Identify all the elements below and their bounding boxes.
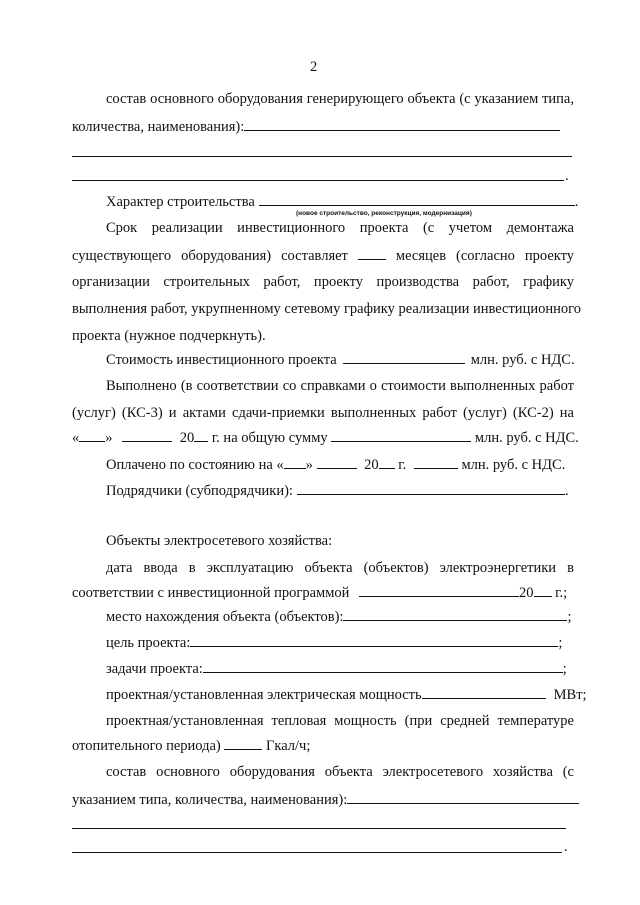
grid-equip-line1: состав основного оборудования объекта электросетевого хозяйства (с [106,764,574,780]
grid-goal-field[interactable] [190,633,558,647]
grid-heat-label: отопительного периода) [72,738,221,754]
paid-quote-close: » [305,457,313,473]
contractors-row [106,481,569,500]
grid-tasks-row [106,659,567,678]
grid-heading: Объекты электросетевого хозяйства: [106,533,333,549]
done-line1: Выполнено (в соответствии со справками о стоимости выполненных работ [106,378,574,394]
done-day-field[interactable] [79,428,105,442]
gen-equipment-field[interactable] [244,117,560,131]
grid-heat-field[interactable] [224,736,262,750]
done-quote-open: « [72,430,80,446]
grid-power-row [106,685,587,704]
grid-date-end: г.; [555,585,568,601]
grid-date-field[interactable] [359,583,519,597]
grid-power-unit: МВт; [553,687,587,703]
grid-tasks-semicolon: ; [562,661,567,677]
gen-equipment-line2 [72,117,560,136]
contractors-label: Подрядчики (субподрядчики): [106,483,293,499]
done-sum-field[interactable] [331,428,471,442]
grid-date-label: соответствии с инвестиционной программой [72,585,350,601]
construction-field[interactable] [259,192,575,206]
done-month-field[interactable] [122,428,172,442]
paid-month-field[interactable] [317,455,357,469]
cost-field[interactable] [343,350,465,364]
cost-row [106,350,575,369]
done-line3 [72,428,579,447]
grid-location-label: место нахождения объекта (объектов): [106,609,344,625]
done-unit: млн. руб. с НДС. [474,430,579,446]
paid-row [106,455,565,474]
done-sum-label: г. на общую сумму [211,430,328,446]
grid-date-year-field[interactable] [534,583,552,597]
grid-tasks-field[interactable] [203,659,563,673]
grid-location-field[interactable] [343,607,567,621]
gen-equipment-rule-1[interactable] [72,156,572,157]
grid-heat-unit: Гкал/ч; [266,738,311,754]
paid-sum-field[interactable] [414,455,458,469]
paid-year-prefix: 20 [364,457,379,473]
term-line4: выполнения работ, укрупненному сетевому графику реализации инвестиционного [72,301,581,317]
paid-label: Оплачено по состоянию на « [106,457,284,473]
gen-equipment-line1: состав основного оборудования генерирующего объекта (с указанием типа, [106,91,574,107]
construction-hint: (новое строительство, реконструкция, модернизация) [296,210,472,217]
construction-row [106,192,578,211]
grid-heat-line2 [72,736,310,755]
contractors-field[interactable] [297,481,565,495]
grid-goal-semicolon: ; [558,635,563,651]
construction-period: . [574,194,579,210]
grid-goal-row [106,633,562,652]
grid-date-year: 20 [519,585,534,601]
done-year-field[interactable] [194,428,208,442]
page-number: 2 [310,59,318,75]
gen-equipment-period: . [565,168,569,184]
grid-location-row [106,607,572,626]
term-line2-b: месяцев (согласно проекту [395,248,575,264]
grid-equip-rule-2[interactable] [72,852,562,853]
grid-power-label: проектная/установленная электрическая мощность [106,687,422,703]
grid-equip-period: . [564,839,568,855]
grid-heat-line1: проектная/установленная тепловая мощность (при средней температуре [106,713,574,729]
paid-day-field[interactable] [284,455,306,469]
grid-equip-rule-1[interactable] [72,828,566,829]
grid-equip-line2 [72,790,579,809]
term-line2 [72,246,574,265]
grid-equip-field[interactable] [347,790,579,804]
contractors-period: . [564,483,569,499]
term-months-field[interactable] [358,246,386,260]
grid-equip-label: указанием типа, количества, наименования): [72,792,348,808]
paid-year-suffix: г. [398,457,407,473]
grid-date-line2 [72,583,567,602]
term-line2-a: существующего оборудования) составляет [72,248,348,264]
grid-location-semicolon: ; [567,609,572,625]
grid-power-field[interactable] [422,685,546,699]
grid-date-line1: дата ввода в эксплуатацию объекта (объектов) электроэнергетики в [106,560,574,576]
paid-unit: млн. руб. с НДС. [461,457,566,473]
paid-year-field[interactable] [379,455,395,469]
term-line1: Срок реализации инвестиционного проекта (с учетом демонтажа [106,220,574,236]
gen-equipment-label: количества, наименования): [72,119,245,135]
grid-tasks-label: задачи проекта: [106,661,203,677]
gen-equipment-rule-2[interactable] [72,180,564,181]
done-line2: (услуг) (КС-3) и актами сдачи-приемки выполненных работ (услуг) (КС-2) на [72,405,574,421]
term-line5: проекта (нужное подчеркнуть). [72,328,266,344]
grid-goal-label: цель проекта: [106,635,191,651]
construction-label: Характер строительства [106,194,255,210]
done-year-prefix: 20 [179,430,195,446]
cost-label: Стоимость инвестиционного проекта [106,352,337,368]
term-line3: организации строительных работ, проекту производства работ, графику [72,274,574,290]
done-quote-close: » [105,430,113,446]
cost-unit: млн. руб. с НДС. [470,352,575,368]
